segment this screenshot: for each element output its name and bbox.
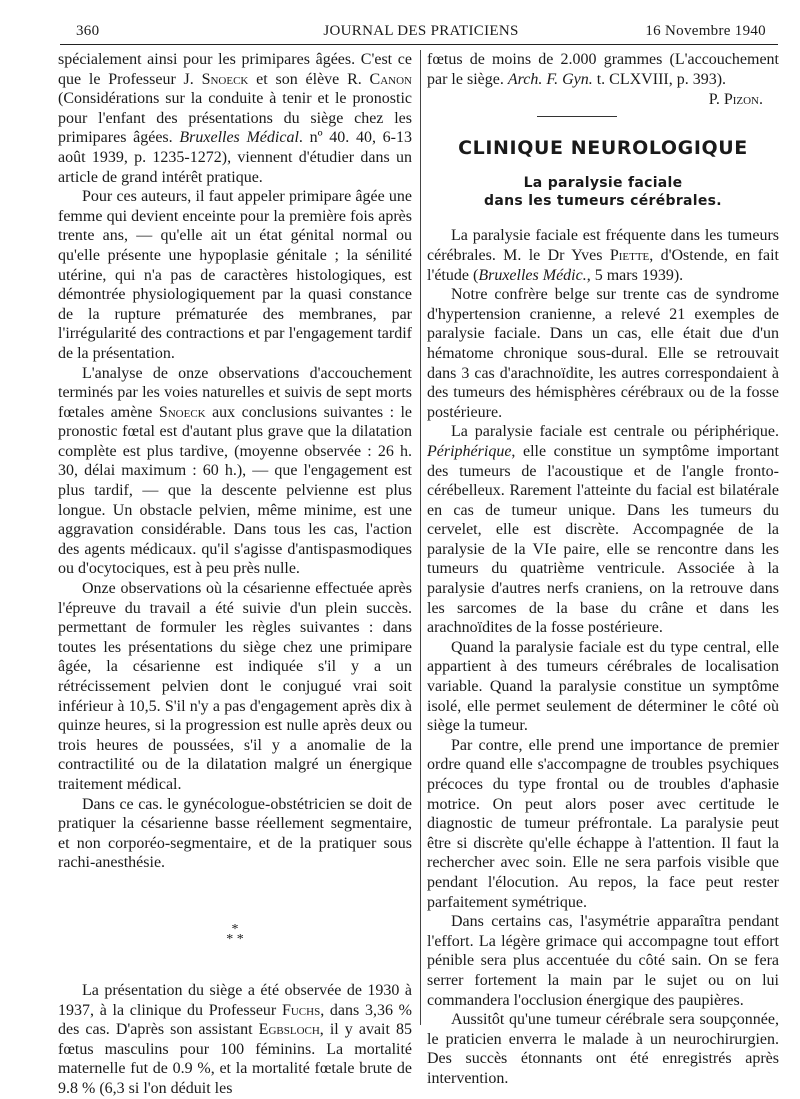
text-run: t. CLXVIII, p. 393). xyxy=(592,70,727,88)
paragraph xyxy=(427,736,779,912)
text-run: et son élève R. xyxy=(248,70,370,88)
author-name: Snoeck xyxy=(201,70,249,88)
text-run: . nº 40. 40, 6-13 août 1939, p. 1235-1272), viennent d'étudier dans un article de grand intérêt pratique. xyxy=(58,129,412,186)
author-name: Piette xyxy=(609,246,650,264)
paragraph xyxy=(58,50,412,187)
right-column xyxy=(427,50,779,1089)
text-run: . xyxy=(759,91,763,109)
italic-reference: Bruxelles Médical xyxy=(179,129,299,147)
article-title xyxy=(427,174,779,210)
text-run: La présentation du siège a été observée de 1930 à 1937, à la clinique du Professeur xyxy=(58,981,412,1019)
paragraph xyxy=(58,579,412,795)
paragraph xyxy=(427,912,779,1010)
issue-date: 16 Novembre 1940 xyxy=(645,23,766,39)
italic-reference: Arch. F. Gyn. xyxy=(507,70,593,88)
text-run: Aussitôt qu'une tumeur cérébrale sera soupçonnée, le praticien enverra le malade à un neurochirurgien. Des succès étonnants ont été enregistrés après intervention. xyxy=(427,1011,779,1087)
paragraph xyxy=(58,187,412,363)
paragraph xyxy=(427,226,779,285)
text-run: La paralysie faciale est centrale ou périphérique. xyxy=(451,423,779,441)
text-run: Quand la paralysie faciale est du type central, elle appartient à des tumeurs cérébrales de localisation variable. Quand la paralysie constitue un symptôme isolé, elle permet seulement de déterminer le côté où siège la tumeur. xyxy=(427,638,779,735)
text-run: , dans 3,36 % des cas. D'après son assistant xyxy=(58,1001,412,1039)
paragraph xyxy=(427,285,779,422)
text-run: fœtus de moins de 2.000 grammes (L'accouchement par le siège. xyxy=(427,51,779,88)
italic-reference: Périphérique xyxy=(427,442,512,460)
text-run: Dans certains cas, l'asymétrie apparaîtra pendant l'effort. La légère grimace qui accompagne tout effort pénible sera plus accentuée du côté sain. On se fera serrer fortement la main par le sujet ou on lui commandera l'occlusion énergique des paupières. xyxy=(427,913,779,1009)
paragraph xyxy=(427,638,779,736)
paragraph xyxy=(58,364,412,580)
column-divider xyxy=(420,50,421,1025)
author-signature xyxy=(427,90,779,110)
author-name: Egbsloch xyxy=(258,1021,320,1039)
section-title: CLINIQUE NEUROLOGIQUE xyxy=(458,136,748,159)
text-run: Onze observations où la césarienne effectuée après l'épreuve du travail a été suivie d'un plein succès. permettant de formuler les règles suivantes : dans toutes les présentations du siège chez une primipare âgée, la césarienne est indiquée s'il y a un rétrécissement pelvien dont le conjugué vrai soit inférieur à 10,5. S'il n'y a pas d'engagement après dix à quinze heures, si la progression est nulle après deux ou trois heures de poussées, s'il y a anomalie de la contractilité ou de la dilatation malgré un énergique traitement médical. xyxy=(58,580,412,793)
text-run: La paralysie faciale est fréquente dans les tumeurs cérébrales. M. le Dr Yves xyxy=(427,227,779,264)
paragraph xyxy=(427,1010,779,1088)
left-column xyxy=(58,50,412,1099)
signature-rule xyxy=(537,116,617,117)
text-run: P. xyxy=(708,91,724,109)
author-name: Snoeck xyxy=(158,403,206,421)
text-run: Dans ce cas. le gynécologue-obstétricien se doit de pratiquer la césarienne basse réellement segmentaire, et non corporéo-segmentaire, et de la pratiquer sous rachi-anesthésie. xyxy=(58,795,412,872)
stars-text: * * * xyxy=(226,921,244,947)
paragraph xyxy=(58,981,412,1099)
text-run: , 5 mars 1939). xyxy=(586,266,684,284)
text-run: aux conclusions suivantes : le pronostic fœtal est d'autant plus grave que la dilatation complète est plus tardive, (moyenne observée : 26 h. 30, délai maximum : 60 h.), — que l'engagement est plus tardif, — que la descente pelvienne est plus longue. Un obstacle pelvien, même minime, est une aggravation considérable. Dans tous les cas, l'action des agents médicaux. qu'il s'agisse d'antispasmodiques ou d'ocytociques, est à peu près nulle. xyxy=(58,403,412,578)
text-run: , d'Ostende, en fait l'étude ( xyxy=(427,246,779,284)
text-run: (Considérations sur la conduite à tenir et le pronostic pour l'enfant des présentations du siège chez les primipares âgées. xyxy=(58,90,412,147)
page-number: 360 xyxy=(76,23,100,39)
paragraph xyxy=(427,422,779,638)
author-name: Fuchs xyxy=(281,1001,321,1019)
text-run: Par contre, elle prend une importance de premier ordre quand elle s'accompagne de troubles psychiques précoces du type frontal ou de troubles d'aphasie motrice. On peut alors poser avec certitude le diagnostic de tumeur préfrontale. La paralysie peut être si discrète qu'elle échappe à l'attention. Il faut la rechercher avec soin. Elle ne sera parfois visible que pendant l'élocution. Au repos, la face peut rester parfaitement symétrique. xyxy=(427,736,779,911)
italic-reference: Bruxelles Médic. xyxy=(478,266,587,284)
text-run: Pour ces auteurs, il faut appeler primipare âgée une femme qui devient enceinte pour la première fois après trente ans, — qu'elle ait un état génital normal ou qu'elle présente une hypoplasie génitale ; la sénilité utérine, qui n'a pas de caractères histologiques, est démontrée physiologiquement par la quasi constance de la rupture prématurée des membranes, par l'irrégularité des contractions et par l'engagement tardif de la présentation. xyxy=(58,188,412,362)
article-title-line-2: dans les tumeurs cérébrales. xyxy=(484,193,722,210)
paragraph xyxy=(58,795,412,873)
author-name: Pizon xyxy=(723,91,759,109)
text-run: spécialement ainsi pour les primipares âgées. C'est ce que le Professeur J. xyxy=(58,51,412,88)
journal-title: JOURNAL DES PRATICIENS xyxy=(323,23,519,39)
running-header xyxy=(66,20,776,44)
text-run: , elle constitue un symptôme important des tumeurs de l'acoustique et de l'angle fronto-cérébelleux. Rarement l'atteinte du facial est bilatérale en cas de tumeur unique. Dans les tumeurs du cervelet, elle est discrète. Accompagnée de la paralysie de la VIe paire, elle se rencontre dans les tumeurs du quatrième ventricule. Associée à la paralysie d'autres nerfs craniens, on la retrouve dans les sarcomes de la base du crâne et dans les arachnoïdites de la fosse postérieure. xyxy=(427,442,779,637)
text-run: L'analyse de onze observations d'accouchement terminés par les voies naturelles et suivis de sept morts fœtales amène xyxy=(58,364,412,421)
section-separator-stars xyxy=(58,921,412,947)
author-name: Canon xyxy=(369,70,412,88)
paragraph xyxy=(427,50,779,89)
text-run: Notre confrère belge sur trente cas de syndrome d'hypertension cranienne, a relevé 21 exemples de paralysie faciale. Dans un cas, elle était due d'un hématome chronique sous-dural. Elle se retrouvait dans 3 cas d'arachnoïdite, les autres correspondaient à des tumeurs des hémisphères cérébraux ou de la fosse postérieure. xyxy=(427,286,779,421)
text-run: , il y avait 85 fœtus masculins pour 100 féminins. La mortalité maternelle fut de 0.9 %, et la mortalité fœtale brute de 9.8 % (6,3 si l'on déduit les xyxy=(58,1021,412,1097)
article-title-line-1: La paralysie faciale xyxy=(523,175,683,192)
header-rule xyxy=(60,44,778,45)
